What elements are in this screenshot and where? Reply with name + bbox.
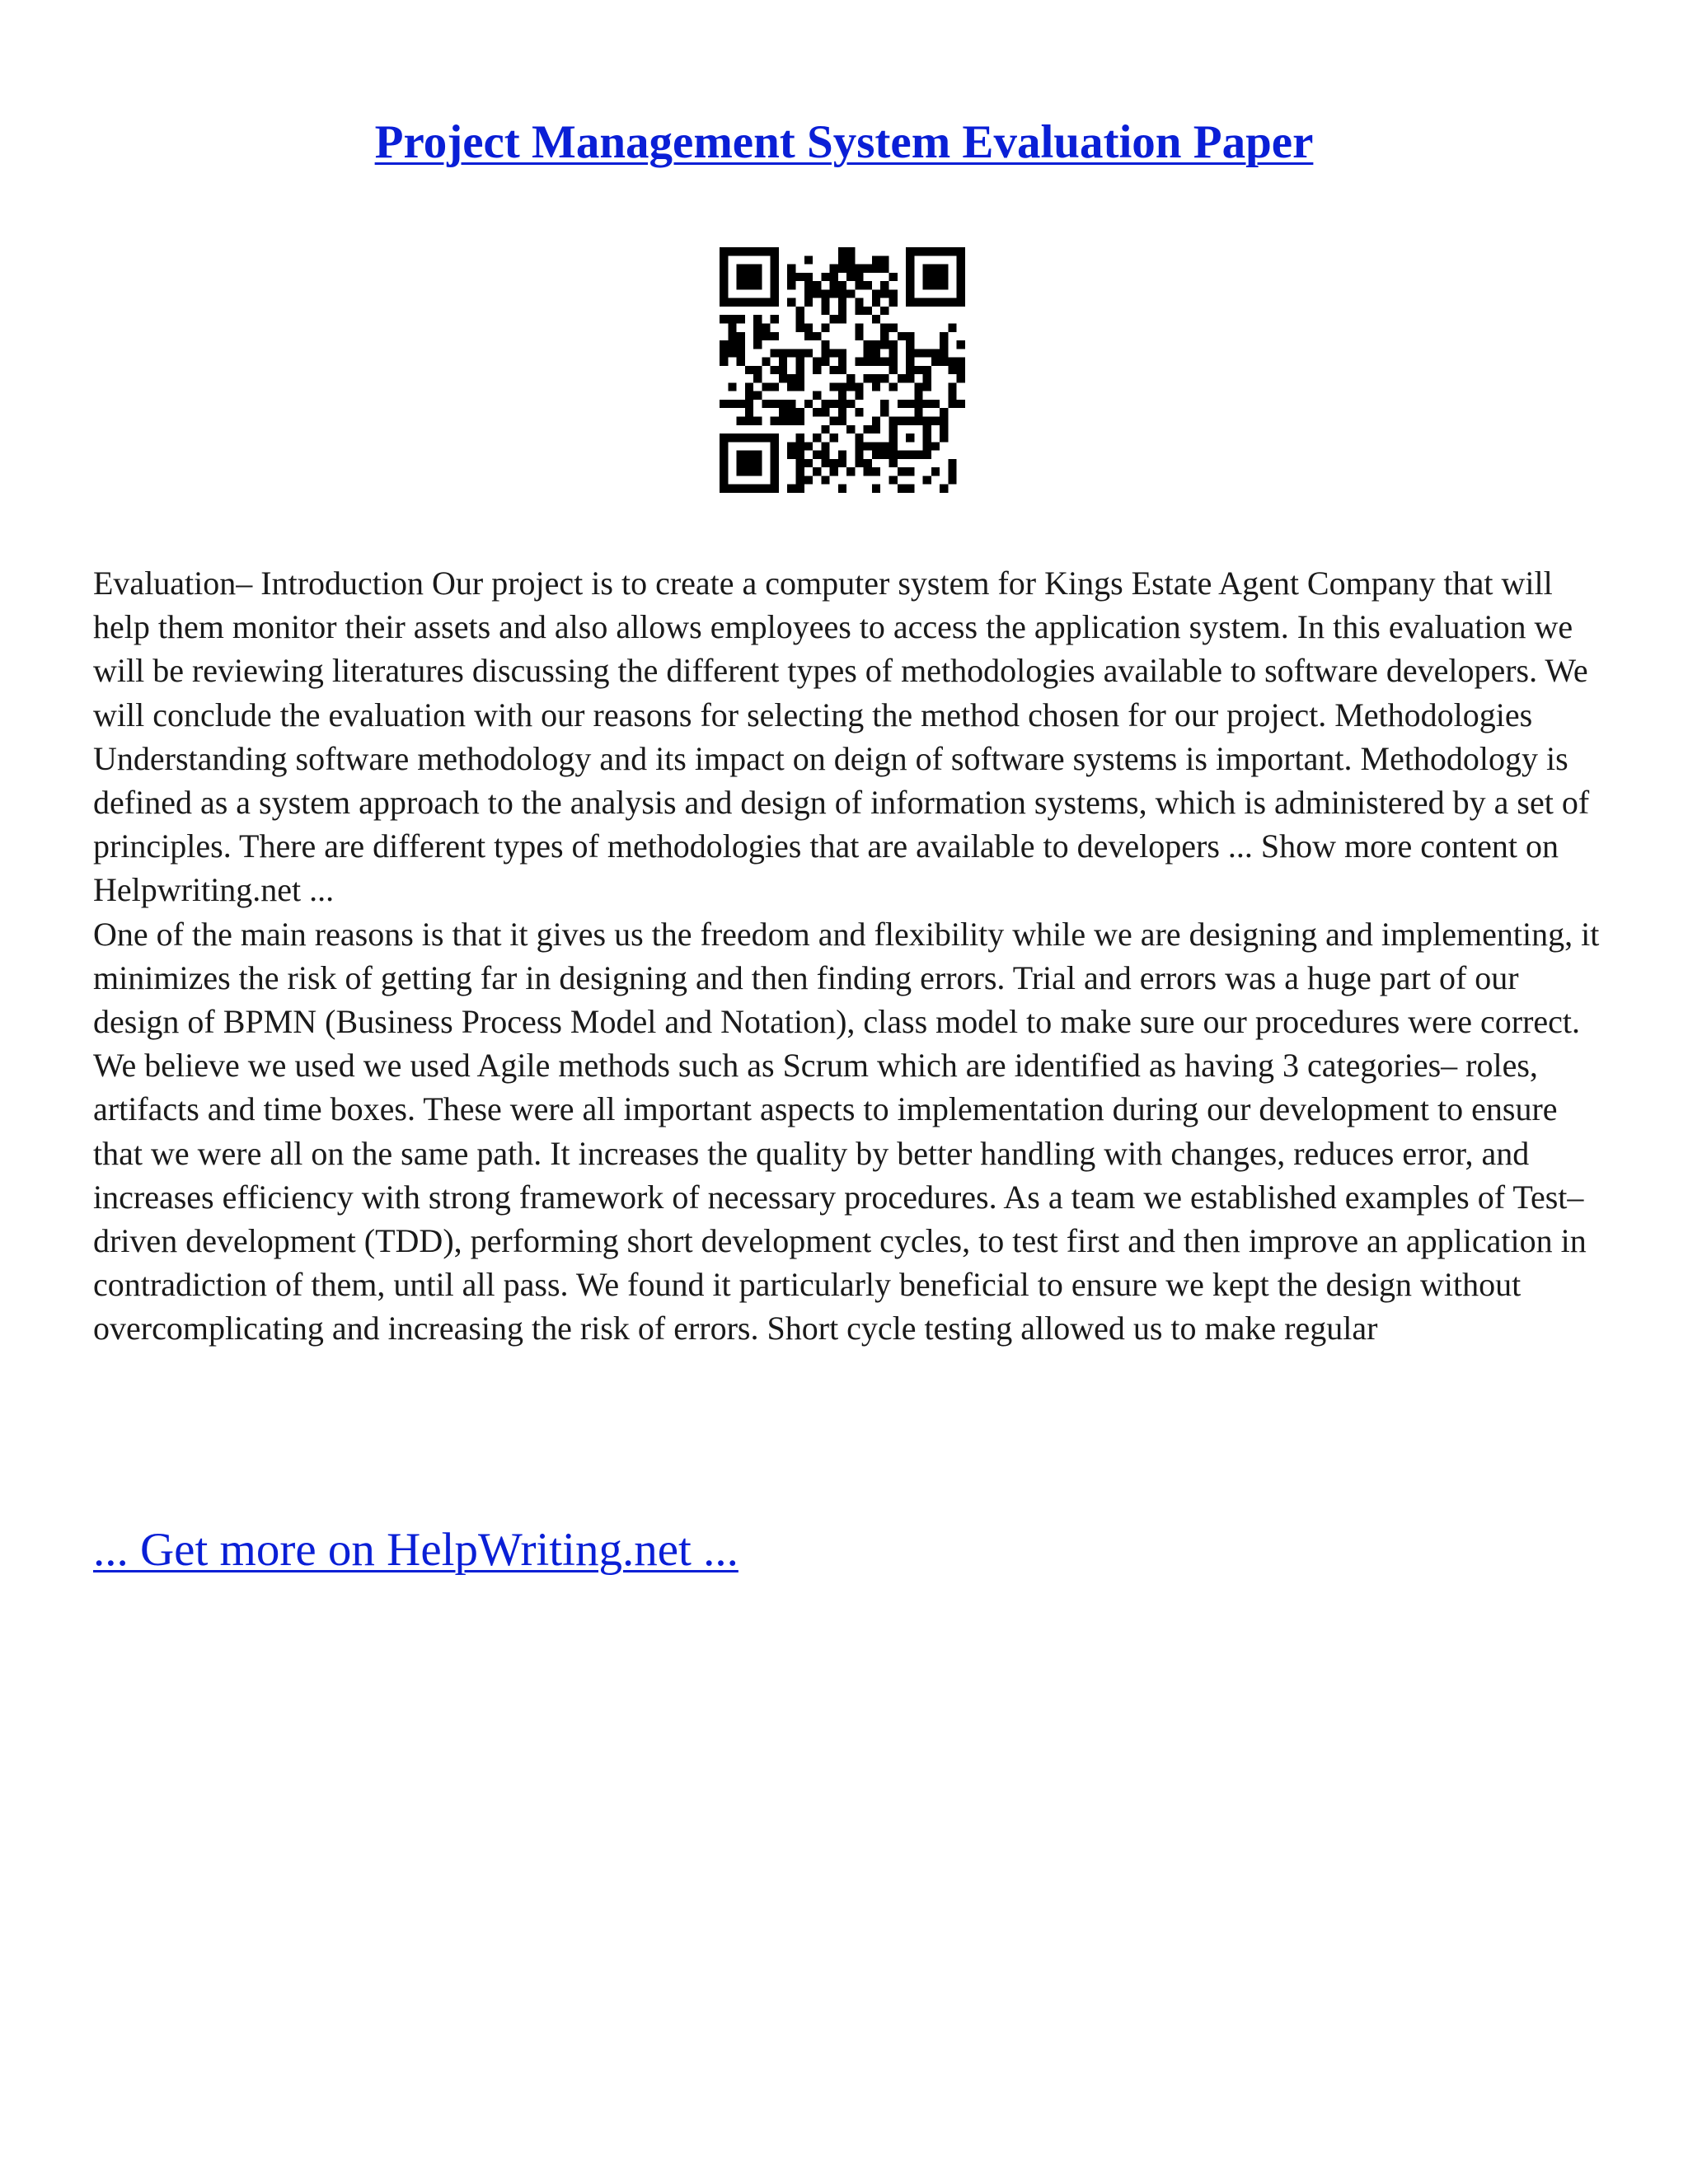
title-link[interactable]: Project Management System Evaluation Paper	[374, 116, 1314, 168]
body-paragraph: One of the main reasons is that it gives us the freedom and flexibility while we are designing and implementing, it minimizes the risk of getting far in designing and then finding errors. Trial and errors was a huge part of our design of BPMN (Business Process Model and Notation), class model to make sure our procedures were correct. We believe we used we used Agile methods such as Scrum which are identified as having 3 categories– roles, artifacts and time boxes. These were all important aspects to implementation during our development to ensure that we were all on the same path. It increases the quality by better handling with changes, reduces error, and increases efficiency with strong framework of necessary procedures. As a team we established examples of Test–driven development (TDD), performing short development cycles, to test first and then improve an application in contradiction of them, until all pass. We found it particularly beneficial to ensure we kept the design without overcomplicating and increasing the risk of errors. Short cycle testing allowed us to make regular	[93, 915, 1600, 1347]
qr-code-icon	[720, 247, 965, 493]
document-body	[93, 561, 1610, 1351]
body-paragraph: Evaluation– Introduction Our project is to create a computer system for Kings Estate Agent Company that will help them monitor their assets and also allows employees to access the application system. In this evaluation we will be reviewing literatures discussing the different types of methodologies available to software developers. We will conclude the evaluation with our reasons for selecting the method chosen for our project. Methodologies Understanding software methodology and its impact on deign of software systems is important. Methodology is defined as a system approach to the analysis and design of information systems, which is administered by a set of principles. There are different types of methodologies that are available to developers ... Show more content on Helpwriting.net ...	[93, 565, 1590, 909]
get-more-link[interactable]: ... Get more on HelpWriting.net ...	[93, 1524, 738, 1576]
document-title	[0, 114, 1688, 171]
